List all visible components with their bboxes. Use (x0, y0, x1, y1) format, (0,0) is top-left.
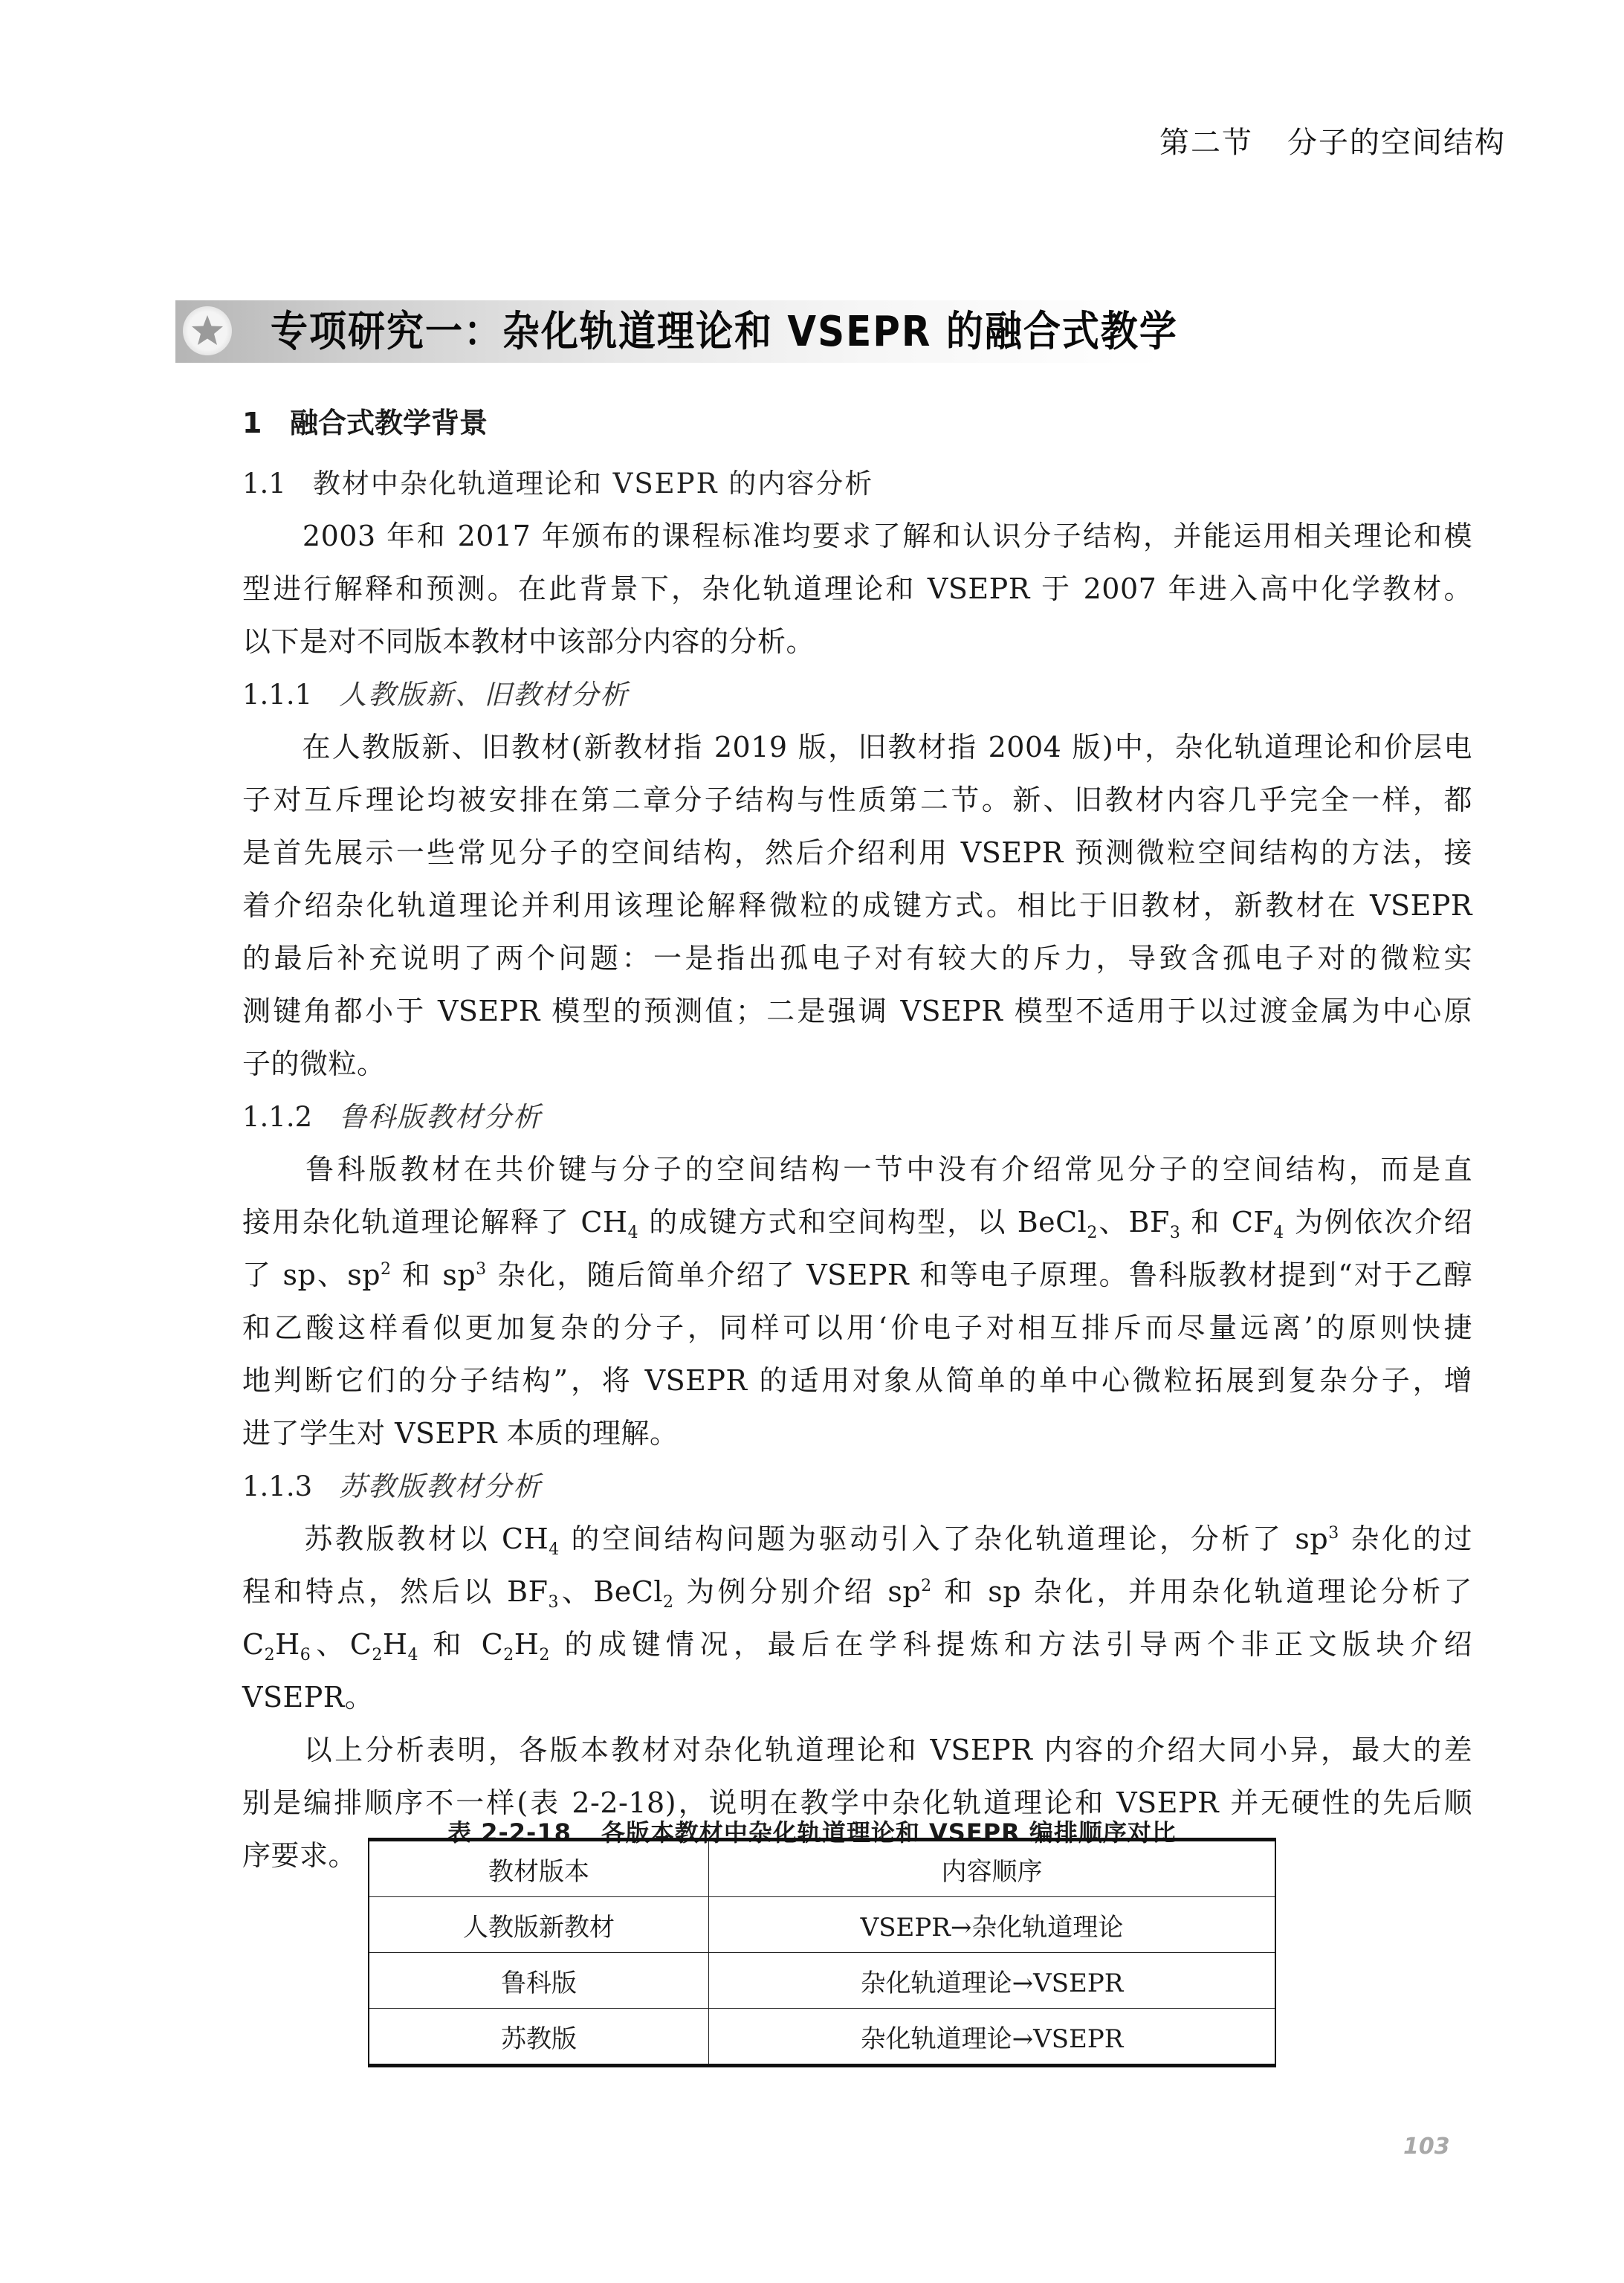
text-run: 地判断它们的分子结构”，将 VSEPR 的适用对象从简单的单中心微粒拓展到复杂分子，增 (242, 1364, 1472, 1397)
text-run: 子对互斥理论均被安排在第二章分子结构与性质第二节。新、旧教材内容几乎完全一样，都 (242, 784, 1472, 816)
text-run: 进了学生对 VSEPR 本质的理解。 (242, 1417, 679, 1450)
table-row (369, 1897, 1275, 1953)
text-run: 和 sp (391, 1259, 476, 1291)
text-run: 和 CF (1180, 1206, 1274, 1239)
heading-1-1 (242, 457, 1472, 510)
heading-text: 鲁科版教材分析 (339, 1101, 543, 1133)
paragraph-line (242, 1196, 1472, 1249)
topic-banner (175, 300, 1178, 363)
table-cell: 杂化轨道理论→VSEPR (709, 1953, 1276, 2009)
subscript: 4 (627, 1224, 639, 1242)
text-run: 的成键方式和空间构型，以 BeCl (638, 1206, 1087, 1239)
text-run: 测键角都小于 VSEPR 模型的预测值；二是强调 VSEPR 模型不适用于以过渡金属为中心原 (242, 995, 1472, 1027)
text-run: 别是编排顺序不一样(表 2-2-18)，说明在教学中杂化轨道理论和 VSEPR 并无硬性的先后顺 (242, 1786, 1472, 1819)
table-row (369, 1953, 1275, 2009)
text-run: 、BeCl (558, 1575, 664, 1608)
text-run: 了 sp、sp (242, 1259, 381, 1291)
paragraph-line (242, 1724, 1472, 1777)
subscript: 2 (264, 1646, 276, 1664)
text-run: 以上分析表明，各版本教材对杂化轨道理论和 VSEPR 内容的介绍大同小异，最大的差 (242, 1734, 1472, 1766)
text-run: 型进行解释和预测。在此背景下，杂化轨道理论和 VSEPR 于 2007 年进入高中化学教材。 (242, 572, 1472, 605)
banner-title: 专项研究一：杂化轨道理论和 VSEPR 的融合式教学 (271, 307, 1178, 356)
text-run: 是首先展示一些常见分子的空间结构，然后介绍利用 VSEPR 预测微粒空间结构的方法，接 (242, 836, 1472, 869)
paragraph-line (242, 1513, 1472, 1566)
paragraph-renjiao (242, 721, 1472, 1091)
paragraph-line (242, 1143, 1472, 1196)
paragraph-line (242, 510, 1472, 563)
subscript: 3 (548, 1593, 559, 1612)
paragraph-intro (242, 510, 1472, 668)
paragraph-line (242, 1302, 1472, 1354)
text-run: 杂化的过 (1339, 1522, 1472, 1555)
paragraph-line (242, 1407, 1472, 1460)
table-cell: 苏教版 (369, 2009, 709, 2066)
paragraph-luke (242, 1143, 1472, 1460)
paragraph-sujiao (242, 1513, 1472, 1724)
subscript: 4 (1273, 1224, 1284, 1242)
heading-text: 苏教版教材分析 (339, 1470, 543, 1502)
text-run: 为例分别介绍 sp (673, 1575, 922, 1608)
table-cell: 杂化轨道理论→VSEPR (709, 2009, 1276, 2066)
text-run: 的成键情况，最后在学科提炼和方法引导两个非正文版块介绍 (549, 1628, 1473, 1661)
subscript: 2 (1087, 1224, 1098, 1242)
paragraph-line (242, 827, 1472, 879)
text-run: 的空间结构问题为驱动引入了杂化轨道理论，分析了 sp (559, 1522, 1329, 1555)
paragraph-line (242, 721, 1472, 774)
subscript: 4 (407, 1646, 418, 1664)
text-run: 为例依次介绍 (1284, 1206, 1472, 1239)
text-run: 程和特点，然后以 BF (242, 1575, 549, 1608)
text-run: 序要求。 (242, 1839, 358, 1872)
paragraph-line (242, 1038, 1472, 1091)
superscript: 2 (921, 1577, 932, 1595)
text-run: 、C (311, 1628, 372, 1661)
paragraph-line (242, 879, 1472, 932)
heading-1-1-2 (242, 1091, 1472, 1143)
heading-1 (242, 397, 1472, 450)
heading-text: 人教版新、旧教材分析 (339, 679, 630, 711)
table-title: 各版本教材中杂化轨道理论和 VSEPR 编排顺序对比 (601, 1818, 1177, 1847)
text-run: 以下是对不同版本教材中该部分内容的分析。 (242, 625, 815, 658)
comparison-table (368, 1838, 1276, 2067)
paragraph-line (242, 1566, 1472, 1618)
text-run: 接用杂化轨道理论解释了 CH (242, 1206, 628, 1239)
text-run: C (242, 1628, 265, 1661)
subscript: 6 (300, 1646, 311, 1664)
heading-number: 1 (242, 407, 262, 439)
text-run: 着介绍杂化轨道理论并利用该理论解释微粒的成键方式。相比于旧教材，新教材在 VSEPR (242, 889, 1472, 922)
paragraph-line (242, 1671, 1472, 1724)
text-run: 、BF (1097, 1206, 1170, 1239)
superscript: 3 (476, 1260, 487, 1279)
star-icon (183, 306, 232, 355)
running-header (1159, 119, 1506, 161)
paragraph-line (242, 563, 1472, 616)
paragraph-line (242, 985, 1472, 1038)
subscript: 4 (549, 1540, 560, 1559)
table-header-row (369, 1840, 1275, 1897)
table-cell: VSEPR→杂化轨道理论 (709, 1897, 1276, 1953)
subscript: 2 (503, 1646, 514, 1664)
page-number: 103 (1403, 2134, 1450, 2160)
heading-text: 教材中杂化轨道理论和 VSEPR 的内容分析 (312, 468, 874, 500)
heading-1-1-3 (242, 1460, 1472, 1513)
table-number: 表 2-2-18 (447, 1818, 572, 1847)
subscript: 3 (1169, 1224, 1181, 1242)
text-run: 子的微粒。 (242, 1047, 386, 1080)
heading-number: 1.1 (242, 468, 286, 500)
text-run: H (514, 1628, 540, 1661)
text-run: 和乙酸这样看似更加复杂的分子，同样可以用‘价电子对相互排斥而尽量远离’的原则快捷 (242, 1311, 1472, 1344)
text-run: 杂化，随后简单介绍了 VSEPR 和等电子原理。鲁科版教材提到“对于乙醇 (486, 1259, 1472, 1291)
heading-number: 1.1.2 (242, 1101, 313, 1133)
text-run: 鲁科版教材在共价键与分子的空间结构一节中没有介绍常见分子的空间结构，而是直 (242, 1153, 1472, 1186)
subscript: 2 (372, 1646, 383, 1664)
column-header: 教材版本 (369, 1840, 709, 1897)
superscript: 3 (1328, 1524, 1339, 1543)
heading-number: 1.1.1 (242, 679, 313, 711)
heading-text: 融合式教学背景 (290, 407, 488, 439)
text-run: 和 sp 杂化，并用杂化轨道理论分析了 (931, 1575, 1472, 1608)
subscript: 2 (663, 1593, 674, 1612)
paragraph-line (242, 1354, 1472, 1407)
paragraph-line (242, 774, 1472, 827)
paragraph-line (242, 932, 1472, 985)
section-title: 分子的空间结构 (1287, 126, 1506, 160)
chapter-label: 第二节 (1159, 126, 1253, 160)
text-run: VSEPR。 (242, 1681, 374, 1714)
heading-number: 1.1.3 (242, 1470, 313, 1502)
paragraph-line (242, 616, 1472, 668)
text-run: 2003 年和 2017 年颁布的课程标准均要求了解和认识分子结构，并能运用相关理论和模 (242, 520, 1472, 552)
paragraph-line (242, 1618, 1472, 1671)
table-row (369, 2009, 1275, 2066)
paragraph-line (242, 1249, 1472, 1302)
subscript: 2 (539, 1646, 550, 1664)
superscript: 2 (381, 1260, 392, 1279)
text-run: 苏教版教材以 CH (242, 1522, 549, 1555)
main-content (242, 387, 1472, 1882)
text-run: H (382, 1628, 408, 1661)
table-cell: 人教版新教材 (369, 1897, 709, 1953)
heading-1-1-1 (242, 668, 1472, 721)
text-run: H (275, 1628, 300, 1661)
text-run: 和 C (418, 1628, 504, 1661)
column-header: 内容顺序 (709, 1840, 1276, 1897)
table-cell: 鲁科版 (369, 1953, 709, 2009)
text-run: 的最后补充说明了两个问题：一是指出孤电子对有较大的斥力，导致含孤电子对的微粒实 (242, 942, 1472, 975)
text-run: 在人教版新、旧教材(新教材指 2019 版，旧教材指 2004 版)中，杂化轨道理论和价层电 (242, 731, 1472, 763)
